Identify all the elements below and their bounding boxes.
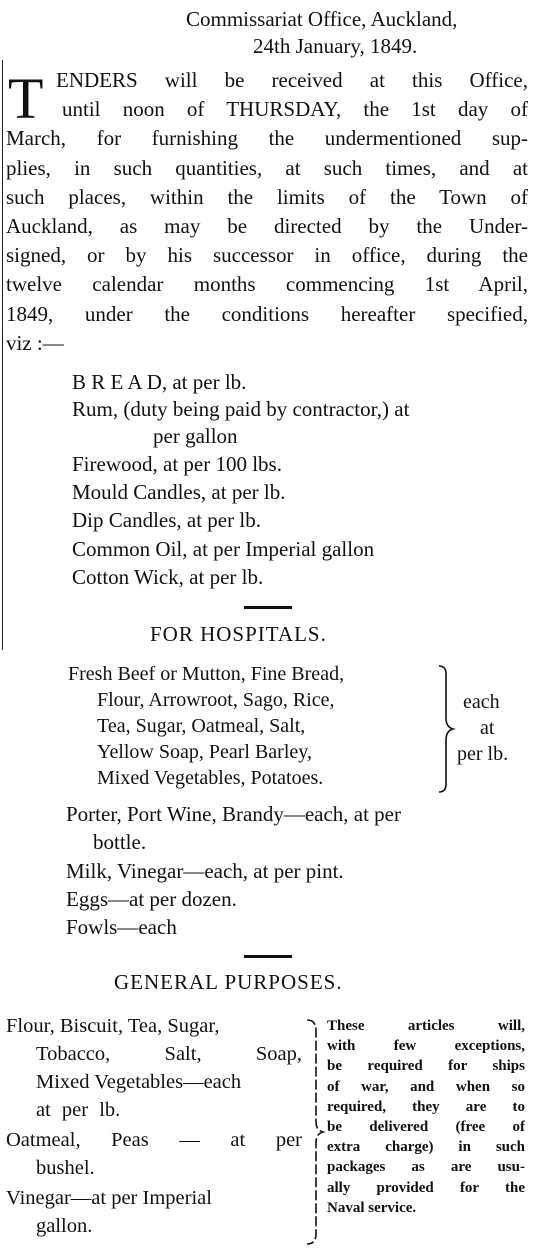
right-brace-icon [304,1018,326,1246]
supply-item: Firewood, at per 100 lbs. [72,452,282,476]
supply-item: Dip Candles, at per lb. [72,508,261,532]
note-line: be required for ships [327,1058,525,1075]
hospital-item: Fowls—each [66,915,177,939]
general-note [327,1016,525,1218]
general-item: at per lb. [36,1099,121,1121]
note-line: These articles will, [327,1018,525,1034]
paragraph-line: 1849, under the conditions hereafter specified, [6,301,528,326]
section-divider [244,606,292,609]
paragraph-line: March, for furnishing the undermentioned sup- [6,126,528,151]
paragraph-line: viz :— [6,330,64,355]
brace-label: at [480,717,495,739]
hospital-item: Eggs—at per dozen. [66,887,237,911]
supply-item-continued: per gallon [153,424,238,448]
paragraph-line: ENDERS will be received at this Office, [56,68,528,92]
note-line: required, they are to [327,1098,525,1115]
general-item: Flour, Biscuit, Tea, Sugar, [6,1015,220,1037]
hospital-item: Fresh Beef or Mutton, Fine Bread, [68,663,345,685]
hospital-item: Flour, Arrowroot, Sago, Rice, [97,689,335,711]
paragraph-line: twelve calendar months commencing 1st April, [6,272,528,297]
note-line: packages as are usu- [327,1159,525,1176]
general-item: Tobacco, Salt, Soap, [36,1043,302,1065]
brace-label: per lb. [457,743,509,765]
supply-item: B R E A D, at per lb. [72,370,247,394]
hospital-item: Tea, Sugar, Oatmeal, Salt, [97,715,306,737]
note-line: of war, and when so [327,1078,525,1095]
right-brace-icon [436,664,456,794]
notice-paragraph [6,66,528,358]
paragraph-line: until noon of THURSDAY, the 1st day of [62,97,528,122]
brace-label: each [463,691,500,713]
general-item-continued: gallon. [36,1215,93,1237]
drop-cap: T [8,66,44,131]
hospital-item: Yellow Soap, Pearl Barley, [97,741,312,763]
hospital-item: Porter, Port Wine, Brandy—each, at per [66,802,401,826]
supply-item: Rum, (duty being paid by contractor,) at [72,397,410,421]
supply-item: Common Oil, at per Imperial gallon [72,537,375,561]
hospital-item: Milk, Vinegar—each, at per pint. [66,859,344,883]
general-item-continued: bushel. [36,1157,95,1179]
note-line: extra charge) in such [327,1139,525,1156]
general-item: Mixed Vegetables—each [36,1071,242,1093]
paragraph-line: plies, in such quantities, at such times, and at [6,155,528,180]
supply-item: Cotton Wick, at per lb. [72,565,264,589]
supply-item: Mould Candles, at per lb. [72,480,286,504]
hospital-item-continued: bottle. [93,830,147,854]
hospital-item: Mixed Vegetables, Potatoes. [97,767,324,789]
section-heading-hospitals: FOR HOSPITALS. [150,622,327,646]
paragraph-line: such places, within the limits of the Town of [6,184,528,209]
paragraph-line: signed, or by his successor in office, during the [6,243,528,268]
note-line: Naval service. [327,1199,417,1216]
section-heading-general: GENERAL PURPOSES. [114,970,343,994]
note-line: be delivered (free of [327,1119,525,1136]
general-item: Vinegar—at per Imperial [6,1187,212,1209]
notice-date: 24th January, 1849. [253,34,418,58]
paragraph-line: Auckland, as may be directed by the Under- [6,214,528,239]
column-rule [2,60,3,650]
note-line: ally provided for the [327,1179,525,1196]
section-divider [244,955,292,958]
office-location: Commissariat Office, Auckland, [186,7,458,31]
note-line: with few exceptions, [327,1038,525,1055]
general-item: Oatmeal, Peas — at per [6,1129,302,1151]
